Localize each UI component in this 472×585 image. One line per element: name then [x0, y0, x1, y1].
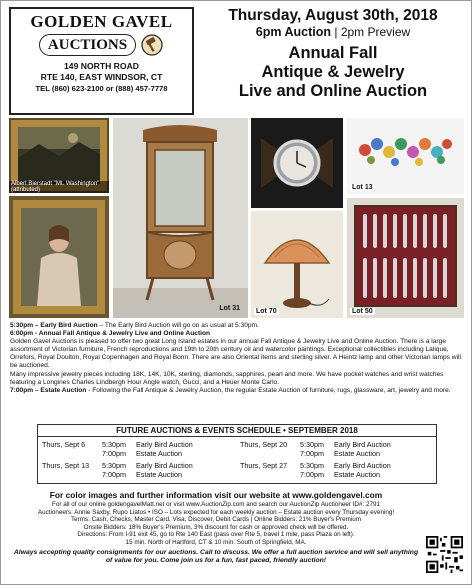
company-logo-block [9, 7, 194, 115]
title-line-1: Annual Fall [288, 44, 378, 62]
lot-label-cabinet: Lot 31 [219, 305, 240, 312]
auction-time: 6pm Auction [255, 25, 332, 39]
schedule-day: Thurs, Sept 6 [42, 440, 86, 449]
schedule-grid [38, 437, 436, 479]
estate-text: - Following the Fall Antique & Jewelry Auction, the regular Estate Auction of furniture, rugs, glassware, art, jewelry and more. [86, 386, 451, 394]
early-bird-heading: 5:30pm – Early Bird Auction [10, 322, 98, 329]
auction-description [10, 322, 464, 395]
logo-address [11, 61, 192, 94]
schedule-day: Thurs, Sept 27 [240, 461, 288, 470]
schedule-time: 7:00pm [102, 470, 126, 479]
lamp-image [251, 211, 343, 318]
schedule-time: 5:30pm [300, 440, 324, 449]
silverware-image [347, 198, 464, 318]
logo-name-top: GOLDEN GAVEL [30, 12, 173, 31]
jewelry-paragraph: Many impressive jewelry pieces including 18K, 14K, 10K, sterling, diamonds, sapphires, pearl and more. We have pocket watches and wrist watches featuring a Longines Charles Lindbergh Hour Angle watch, Gucci, and a Heuer Monte Carlo. [10, 370, 444, 386]
schedule-event: Estate Auction [334, 470, 380, 479]
watch-image [251, 118, 343, 208]
online-bidding-line: For all of our online goldengavelMatt.net or visit www.AuctionZip.com and search our AuctionZip Auctioneer ID#: 2791 [52, 501, 380, 508]
website-line: For color images and further information visit our website at www.goldengavel.com [49, 490, 383, 500]
photo-curio-cabinet [113, 118, 248, 318]
schedule-day: Thurs, Sept 20 [240, 440, 288, 449]
schedule-time: 5:30pm [102, 461, 126, 470]
title-line-3: Live and Online Auction [238, 82, 428, 100]
logo-emblem-row [11, 32, 192, 58]
title-line-2: Antique & Jewelry [261, 63, 405, 81]
schedule-event: Estate Auction [136, 470, 182, 479]
photo-brooch [347, 118, 464, 194]
location-line: 15 min. North of Hartford, CT & 10 min. South of Springfield, MA. [125, 538, 307, 546]
lot-label-lamp: Lot 70 [256, 308, 277, 315]
footer-info [10, 490, 422, 565]
estate-paragraph [10, 387, 464, 395]
schedule-time: 5:30pm [300, 461, 324, 470]
event-time [199, 25, 467, 40]
logo-name-bottom: AUCTIONS [39, 34, 136, 56]
schedule-event: Early Bird Auction [334, 461, 391, 470]
preview-time: | 2pm Preview [331, 25, 411, 39]
phone-line: TEL (860) 623-2100 or (888) 457-7778 [35, 84, 168, 93]
photo-heintz-lamp [251, 211, 343, 318]
auctioneers-line: Auctioneers: Annie Saxby, Rupo Liatos • ISO – Lots expected for each weekly auction – Estate auction every Thursday evening! [37, 508, 395, 516]
photo-wrist-watch [251, 118, 343, 208]
onsite-bidders-line: Onsite Bidders: 18% Buyer's Premium, 3% discount for cash or approved check will be offered. [83, 523, 349, 531]
qr-code-icon[interactable] [426, 536, 463, 573]
schedule-time: 7:00pm [300, 470, 324, 479]
brooch-image [347, 118, 464, 194]
cabinet-image [113, 118, 248, 318]
schedule-time: 5:30pm [102, 440, 126, 449]
photo-landscape-painting [9, 118, 109, 193]
schedule-title: FUTURE AUCTIONS & EVENTS SCHEDULE • SEPTEMBER 2018 [38, 425, 436, 437]
lot-label-silver: Lot 50 [352, 308, 373, 315]
early-bird-paragraph [10, 322, 464, 330]
schedule-event: Early Bird Auction [334, 440, 391, 449]
terms-line: Terms: Cash, Checks, Master Card, Visa, Discover, Debit Cards | Online Bidders: 21% Buyer's Premium [70, 516, 362, 524]
schedule-event: Estate Auction [136, 449, 182, 458]
directions-line: Directions: From I-91 exit 45, go to Rte 140 East (pass over Rte 5, travel 1 mile, pass Plaza on left). [77, 531, 355, 539]
consignment-closing: Always accepting quality consignments for our auctions. Call to discuss. We offer a full auction service and will sell anything of value for you. Come join us for a fun, fast paced, friendly auction! [13, 548, 419, 564]
schedule-event: Early Bird Auction [136, 461, 193, 470]
schedule-day: Thurs, Sept 13 [42, 461, 90, 470]
future-auctions-schedule [37, 424, 437, 484]
event-header [199, 7, 467, 101]
schedule-event: Early Bird Auction [136, 440, 193, 449]
event-title [199, 44, 467, 101]
painting-caption: Albert Bierstadt "Mt. Washington" (attributed) [9, 181, 109, 193]
main-auction-heading [10, 330, 464, 338]
gavel-icon [140, 34, 164, 56]
event-date: Thursday, August 30th, 2018 [228, 7, 438, 24]
photo-portrait-painting [9, 196, 109, 318]
photo-sterling-flatware [347, 198, 464, 318]
address-line-1: 149 NORTH ROAD [64, 61, 139, 71]
early-bird-text: – The Early Bird Auction will go on as usual at 5:30pm. [97, 322, 259, 329]
portrait-painting-image [9, 196, 109, 318]
schedule-event: Estate Auction [334, 449, 380, 458]
schedule-time: 7:00pm [102, 449, 126, 458]
address-line-2: RTE 140, EAST WINDSOR, CT [40, 72, 163, 82]
schedule-time: 7:00pm [300, 449, 324, 458]
main-auction-heading-text: 6:00pm - Annual Fall Antique & Jewelry Live and Online Auction [10, 330, 211, 338]
main-auction-paragraph: Golden Gavel Auctions is pleased to offer two great Long Island estates in our annual Fall Antique & Jewelry Live and Online Auction. There is a large assortment of Victorian furniture, French reproductions and 19th to 20th century oil and watercolor paintings. Exceptional collectibles including Lalique, Orrefors, Royal Doulton, Royal Copenhagen and Royal Bonn. There are also Oriental items and sterling silver. A Heintz lamp and other Victorian lamps will be auctioned. [10, 338, 461, 370]
estate-heading: 7:00pm – Estate Auction [10, 386, 87, 394]
lot-label-brooch: Lot 13 [352, 184, 373, 191]
